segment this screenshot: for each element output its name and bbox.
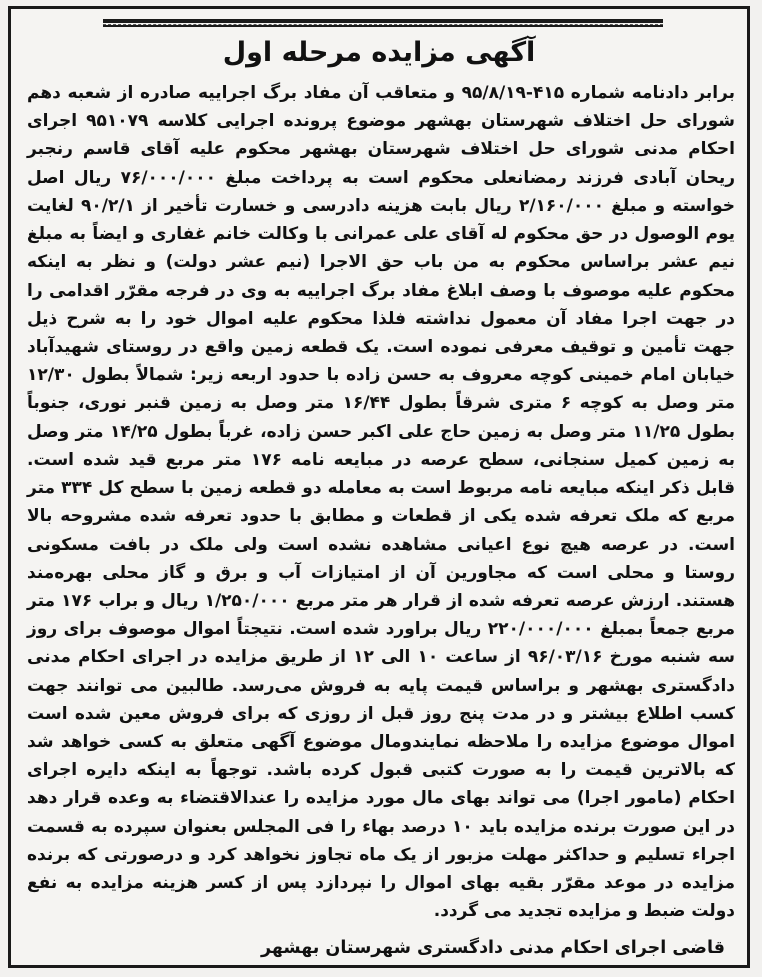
top-decorative-rule — [103, 19, 663, 27]
notice-body-paragraph: برابر دادنامه شماره ۴۱۵-۹۵/۸/۱۹ و متعاقب آن مفاد برگ اجراییه صادره از شعبه دهم شورای حل اختلاف شهرستان بهشهر موضوع پرونده اجرایی کلاسه ۹۵۱۰۷۹ اجرای احکام مدنی شورای حل اختلاف شهرستان بهشهر محکوم علیه آقای قاسم رنجبر ریحان آبادی فرزند رمضانعلی محکوم است به پرداخت مبلغ ۷۶/۰۰۰/۰۰۰ ریال اصل خواسته و مبلغ ۲/۱۶۰/۰۰۰ ریال بابت هزینه دادرسی و خسارت تأخیر از ۹۰/۲/۱ لغایت یوم الوصول در حق محکوم له آقای علی عمرانی با وکالت خانم غفاری و ایضاً به مبلغ نیم عشر براساس محکوم به من باب حق الاجرا (نیم عشر دولت) و نظر به اینکه محکوم علیه موصوف با وصف ابلاغ مفاد برگ اجراییه به وی در فرجه مقرّر اقدامی را در جهت اجرا مفاد آن معمول نداشته فلذا محکوم علیه اموال خود را به شرح ذیل جهت تأمین و توقیف معرفی نموده است. یک قطعه زمین واقع در روستای شهید‌آباد خیابان امام خمینی کوچه معروف به حسن زاده با حدود اربعه زیر: شمالاً بطول ۱۲/۳۰ متر وصل به کوچه ۶ متری شرقاً بطول ۱۶/۴۴ متر وصل به زمین قنبر نوری، جنوباً بطول ۱۱/۲۵ متر وصل به زمین حاج علی اکبر حسن زاده، غرباً بطول ۱۴/۲۵ متر وصل به زمین کمیل سنجانی، سطح عرصه در مبایعه نامه ۱۷۶ متر مربع قید شده است. قابل ذکر اینکه مبایعه نامه مربوط است به معامله دو قطعه زمین با سطح کل ۳۳۴ متر مربع که ملک تعرفه شده یکی از قطعات و مطابق با حدود تعرفه شده مشروحه بالا است. در عرصه هیچ نوع اعیانی مشاهده نشده است ولی ملک در بافت مسکونی روستا و محلی است که مجاورین آن از امتیازات آب و برق و گاز محلی بهره‌مند هستند. ارزش عرصه تعرفه شده از قرار هر متر مربع ۱/۲۵۰/۰۰۰ ریال و براب ۱۷۶ متر مربع جمعاً بمبلغ ۲۲۰/۰۰۰/۰۰۰ ریال براورد شده است. نتیجتاً اموال موصوف برای روز سه شنبه مورخ ۹۶/۰۳/۱۶ از ساعت ۱۰ الی ۱۲ از طریق مزایده در اجرای احکام مدنی دادگستری بهشهر و براساس قیمت پایه به فروش می‌رسد. طالبین می توانند جهت کسب اطلاع بیشتر و در مدت پنج روز قبل از روزی که برای فروش معین شده است اموال موضوع مزایده را ملاحظه نمایندومال موضوع آگهی متعلق به کسی خواهد شد که بالاترین قیمت را به صورت کتبی قبول کرده باشد. توجهاً به اینکه دایره اجرای احکام (مامور اجرا) می تواند بهای مال مورد مزایده را عندالاقتضاء به وعده قرار دهد در این صورت برنده مزایده باید ۱۰ درصد بهاء را فی المجلس بعنوان سپرده به قسمت اجراء تسلیم و حداکثر مهلت مزبور از یک ماه تجاوز نخواهد کرد و درصورتی که برنده مزایده در موعد مقرّر بقیه بهای اموال را نپردازد پس از کسر هزینه مزایده به نفع دولت ضبط و مزایده تجدید می گردد. — [27, 83, 735, 922]
notice-signature: قاضی اجرای احکام مدنی دادگستری شهرستان بهشهر — [260, 938, 725, 958]
notice-body — [27, 79, 735, 926]
auction-notice — [8, 6, 750, 968]
notice-title: آگهی مزایده مرحله اول — [222, 37, 536, 68]
